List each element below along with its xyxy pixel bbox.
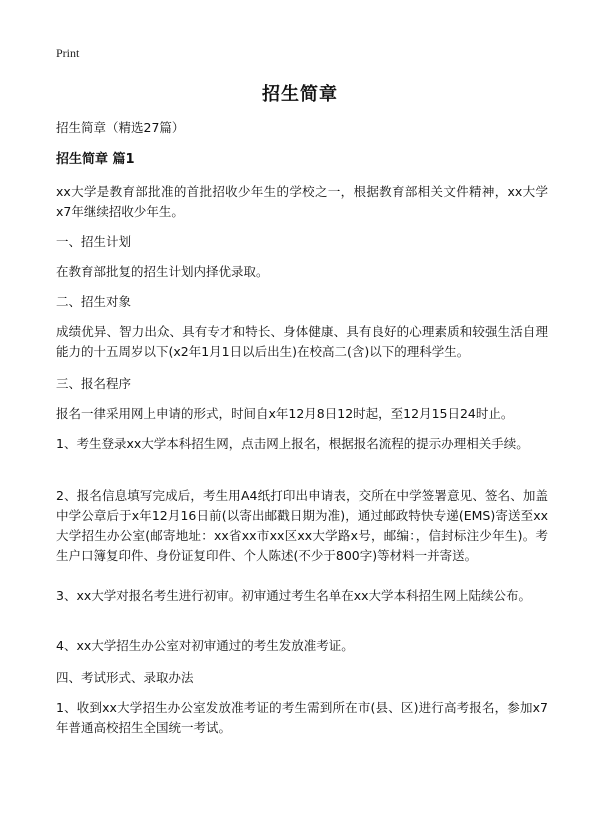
- paragraph-step-4: 4、xx大学招生办公室对初审通过的考生发放准考证。: [56, 638, 354, 653]
- paragraph-application-time: 报名一律采用网上申请的形式，时间自x年12月8日12时起，至12月15日24时止。: [56, 406, 514, 421]
- print-label: Print: [56, 46, 80, 60]
- intro-paragraph: xx大学是教育部批准的首批招收少年生的学校之一，根据教育部相关文件精神，xx大学x7年继续招收少年生。: [56, 184, 548, 219]
- page-title: 招生简章: [262, 84, 338, 105]
- heading-exam-admission: 四、考试形式、录取办法: [56, 670, 194, 685]
- document-subtitle: 招生简章（精选27篇）: [56, 120, 185, 135]
- heading-enrollment-target: 二、招生对象: [56, 294, 132, 309]
- paragraph-step-3: 3、xx大学对报名考生进行初审。初审通过考生名单在xx大学本科招生网上陆续公布。: [56, 588, 532, 603]
- paragraph-step-1: 1、考生登录xx大学本科招生网，点击网上报名，根据报名流程的提示办理相关手续。: [56, 436, 529, 451]
- paragraph-step-2: 2、报名信息填写完成后，考生用A4纸打印出申请表，交所在中学签署意见、签名、加盖中学公章后于x年12月16日前(以寄出邮戳日期为准)，通过邮政特快专递(EMS)寄送至xx大学招生办公室(邮寄地址：xx省xx市xx区xx大学路x号，邮编：，信封标注少年生)。考生户口簿复印件、身份证复印件、个人陈述(不少于800字)等材料一并寄送。: [56, 488, 548, 563]
- paragraph-enrollment-plan: 在教育部批复的招生计划内择优录取。: [56, 264, 269, 279]
- paragraph-exam-step-1: 1、收到xx大学招生办公室发放准考证的考生需到所在市(县、区)进行高考报名，参加x7年普通高校招生全国统一考试。: [56, 700, 548, 735]
- paragraph-enrollment-target: 成绩优异、智力出众、具有专才和特长、身体健康、具有良好的心理素质和较强生活自理能力的十五周岁以下(x2年1月1日以后出生)在校高二(含)以下的理科学生。: [56, 324, 548, 359]
- heading-application-procedure: 三、报名程序: [56, 376, 132, 391]
- section-heading: 招生简章 篇1: [56, 152, 135, 167]
- heading-enrollment-plan: 一、招生计划: [56, 234, 132, 249]
